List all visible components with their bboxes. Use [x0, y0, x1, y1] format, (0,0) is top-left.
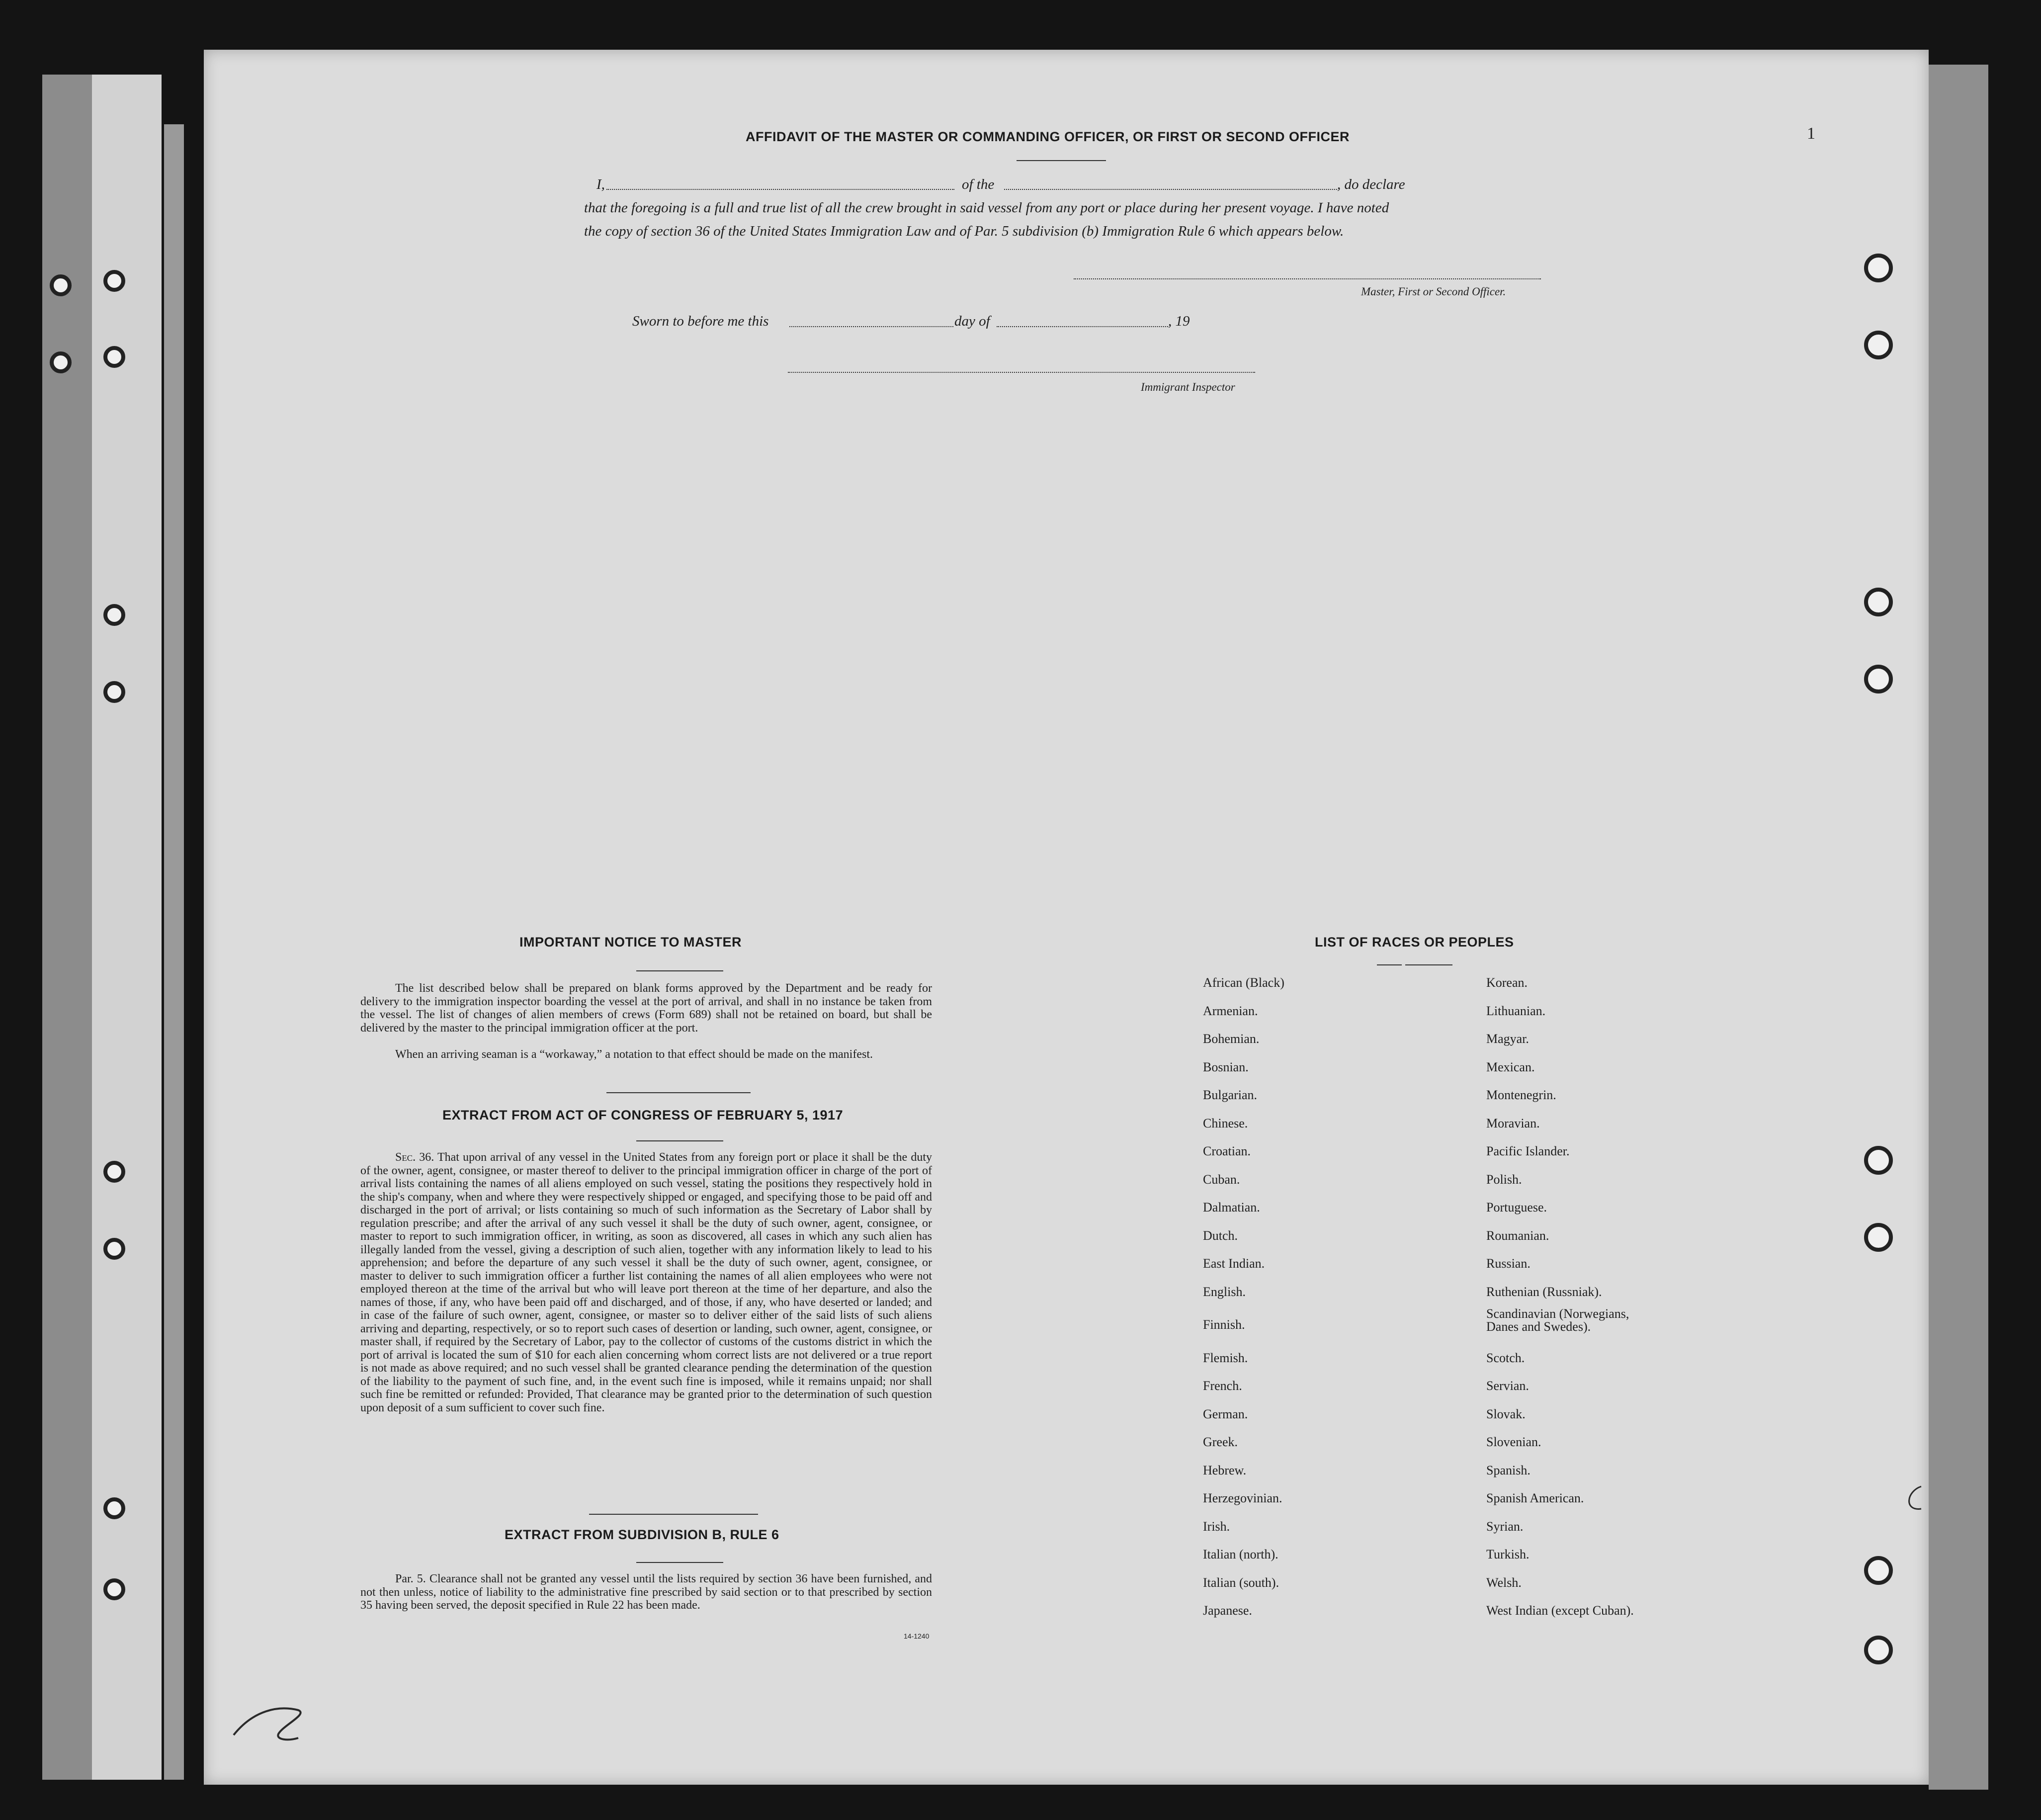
affidavit-do-declare: , do declare — [1337, 176, 1405, 192]
race-item: Bulgarian. — [1203, 1088, 1258, 1102]
race-item: French. — [1203, 1379, 1242, 1393]
race-item: English. — [1203, 1284, 1246, 1299]
sworn-day-of: day of — [954, 313, 990, 329]
race-item: Flemish. — [1203, 1350, 1248, 1365]
act-extract-title: EXTRACT FROM ACT OF CONGRESS OF FEBRUARY 5, 1917 — [442, 1108, 844, 1123]
race-item: Magyar. — [1486, 1032, 1529, 1046]
sworn-month-field[interactable] — [997, 326, 1168, 327]
race-item: Irish. — [1203, 1519, 1230, 1534]
master-signature-label: Master, First or Second Officer. — [1361, 285, 1506, 298]
sworn-prefix: Sworn to before me this — [632, 313, 769, 329]
race-item: Herzegovinian. — [1203, 1491, 1282, 1505]
divider — [636, 1140, 723, 1141]
affidavit-of-the: of the — [962, 176, 995, 192]
inspector-label: Immigrant Inspector — [1141, 381, 1235, 393]
ledger-edge — [164, 124, 184, 1780]
race-item: Spanish American. — [1486, 1491, 1584, 1505]
binder-hole-icon — [50, 274, 72, 296]
form-number: 14-1240 — [904, 1632, 930, 1640]
race-item: Russian. — [1486, 1256, 1531, 1271]
divider — [606, 1092, 751, 1093]
race-item: Armenian. — [1203, 1003, 1258, 1018]
divider — [636, 1562, 723, 1563]
race-item: Servian. — [1486, 1379, 1529, 1393]
race-item: Slovenian. — [1486, 1435, 1541, 1449]
race-item: Slovak. — [1486, 1406, 1526, 1421]
master-signature-field[interactable] — [1074, 278, 1541, 279]
race-item: Chinese. — [1203, 1116, 1248, 1130]
race-item: East Indian. — [1203, 1256, 1265, 1271]
divider — [589, 1514, 758, 1515]
race-item: Bosnian. — [1203, 1059, 1249, 1074]
punch-hole-icon — [1864, 1636, 1893, 1664]
race-item: German. — [1203, 1406, 1248, 1421]
notice-paragraph-2: When an arriving seaman is a “workaway,” a notation to that effect should be made on the manifest. — [395, 1048, 873, 1061]
binder-hole-icon — [103, 1497, 125, 1519]
name-field[interactable] — [606, 189, 954, 190]
section-text: That upon arrival of any vessel in the United States from any foreign port or place it shall be the duty of the owner, agent, consignee, or master thereof to deliver to the principal immigration officer in charge of the port of arrival lists containing the names of all aliens employed on such vessel, stating the positions they respectively hold in the ship's company, when and where they were respectively shipped or engaged, and specifying those to be paid off and discharged in the port of arrival; or lists containing so much of such information as the Secretary of Labor shall by regulation prescribe; and after the arrival of any such vessel it shall be the duty of such owner, agent, consignee, or master to report to such immigration officer, in writing, as soon as discovered, all cases in which any such alien has illegally landed from the vessel, giving a description of such alien, together with any information likely to lead to his apprehension; and before the departure of any such vessel it shall be the duty of such owner, agent, consignee, or master to deliver to such immigration officer a further list containing the names of all alien employees who were not employed thereon at the time of the arrival but who will leave port thereon at the time of her departure, and also the names of those, if any, who have been paid off and discharged, and of those, if any, who have deserted or landed; and in case of the failure of such owner, agent, consignee, or master so to deliver either of the said lists of such aliens arriving and departing, respectively, or so to report such cases of desertion or landing, such owner, agent, consignee, or master shall, if required by the Secretary of Labor, pay to the collector of customs of the customs district in which the port of arrival is located the sum of $10 for each alien concerning whom correct lists are not delivered or a true report is not made as above required; and no such vessel shall be granted clearance pending the determination of the question of the liability to the payment of such fine, and, in the event such fine is imposed, while it remains unpaid; nor shall such fine be remitted or refunded: Provided, That clearance may be granted prior to the determination of such question upon deposit of a sum sufficient to cover such fine. — [360, 1151, 932, 1414]
handwritten-mark-icon — [224, 1690, 343, 1750]
divider — [1377, 964, 1402, 965]
race-item: Korean. — [1486, 975, 1528, 990]
race-item: Greek. — [1203, 1435, 1238, 1449]
affidavit-line3: the copy of section 36 of the United States Immigration Law and of Par. 5 subdivision (b) Immigration Rule 6 which appears below. — [584, 223, 1344, 239]
race-item: Welsh. — [1486, 1575, 1522, 1590]
rule-extract-title: EXTRACT FROM SUBDIVISION B, RULE 6 — [505, 1527, 779, 1542]
race-item: Finnish. — [1203, 1317, 1245, 1332]
race-item: Montenegrin. — [1486, 1088, 1556, 1102]
vessel-field[interactable] — [1004, 189, 1337, 190]
punch-hole-icon — [1864, 331, 1893, 359]
notice-title: IMPORTANT NOTICE TO MASTER — [519, 935, 742, 950]
punch-hole-icon — [1864, 1556, 1893, 1585]
race-item: Lithuanian. — [1486, 1003, 1546, 1018]
race-item: Ruthenian (Russniak). — [1486, 1284, 1602, 1299]
race-item: Hebrew. — [1203, 1463, 1247, 1477]
binder-hole-icon — [103, 1238, 125, 1260]
race-item: Syrian. — [1486, 1519, 1524, 1534]
section-label: Sec. 36. — [395, 1151, 434, 1164]
page-mark: 1 — [1807, 124, 1815, 143]
sworn-day-field[interactable] — [789, 326, 953, 327]
race-item: Mexican. — [1486, 1059, 1535, 1074]
race-item: Cuban. — [1203, 1172, 1240, 1187]
binder-hole-icon — [103, 346, 125, 368]
binder-hole-icon — [103, 681, 125, 703]
race-item: Croatian. — [1203, 1144, 1251, 1158]
affidavit-title: AFFIDAVIT OF THE MASTER OR COMMANDING OFFICER, OR FIRST OR SECOND OFFICER — [746, 129, 1350, 144]
binder-hole-icon — [50, 351, 72, 373]
punch-hole-icon — [1864, 665, 1893, 693]
binder-strip — [42, 75, 92, 1780]
binder-hole-icon — [103, 604, 125, 626]
race-item: African (Black) — [1203, 975, 1284, 990]
act-extract-body — [360, 1151, 932, 1414]
inspector-signature-field[interactable] — [788, 372, 1255, 373]
punch-hole-icon — [1864, 1223, 1893, 1252]
race-item: Bohemian. — [1203, 1032, 1260, 1046]
race-item: Pacific Islander. — [1486, 1144, 1570, 1158]
punch-hole-icon — [1864, 1146, 1893, 1175]
affidavit-i: I, — [596, 176, 605, 192]
divider — [1017, 160, 1106, 161]
divider — [1405, 964, 1452, 965]
race-item: Japanese. — [1203, 1603, 1252, 1618]
race-item: Italian (north). — [1203, 1547, 1278, 1561]
race-item: Scandinavian (Norwegians, Danes and Swedes). — [1486, 1306, 1629, 1334]
race-item: Spanish. — [1486, 1463, 1531, 1477]
rule-extract-body: Par. 5. Clearance shall not be granted any vessel until the lists required by section 36 have been furnished, and not then unless, notice of liability to the administrative fine prescribed by said section or to that prescribed by section 35 having been served, the deposit specified in Rule 22 has been made. — [360, 1572, 932, 1612]
binder-hole-icon — [103, 1161, 125, 1183]
race-item: Turkish. — [1486, 1547, 1530, 1561]
race-item: Dutch. — [1203, 1228, 1238, 1243]
left-page-edge — [92, 75, 162, 1780]
race-item: Scotch. — [1486, 1350, 1525, 1365]
binder-hole-icon — [103, 270, 125, 292]
sworn-year: , 19 — [1168, 313, 1190, 329]
race-item: Roumanian. — [1486, 1228, 1549, 1243]
race-item: Polish. — [1486, 1172, 1522, 1187]
punch-hole-icon — [1864, 254, 1893, 282]
notice-paragraph-1: The list described below shall be prepared on blank forms approved by the Department and be ready for delivery to the immigration inspector boarding the vessel at the port of arrival, and shall in no instance be taken from the vessel. The list of changes of alien members of crews (Form 689) shall not be retained on board, but shall be delivered by the master to the principal immigration officer at the port. — [360, 982, 932, 1035]
binder-hole-icon — [103, 1578, 125, 1600]
races-title: LIST OF RACES OR PEOPLES — [1315, 935, 1514, 950]
divider — [636, 970, 723, 971]
race-item: Moravian. — [1486, 1116, 1540, 1130]
affidavit-line2: that the foregoing is a full and true list of all the crew brought in said vessel from any port or place during her present voyage. I have noted — [584, 200, 1389, 216]
race-item: West Indian (except Cuban). — [1486, 1603, 1634, 1618]
punch-hole-icon — [1864, 588, 1893, 616]
right-page-edge — [1929, 65, 1988, 1790]
race-item: Italian (south). — [1203, 1575, 1279, 1590]
affidavit-page — [204, 50, 1929, 1785]
race-item: Portuguese. — [1486, 1200, 1547, 1214]
race-item: Dalmatian. — [1203, 1200, 1260, 1214]
handwritten-mark-icon — [1896, 1481, 1931, 1516]
